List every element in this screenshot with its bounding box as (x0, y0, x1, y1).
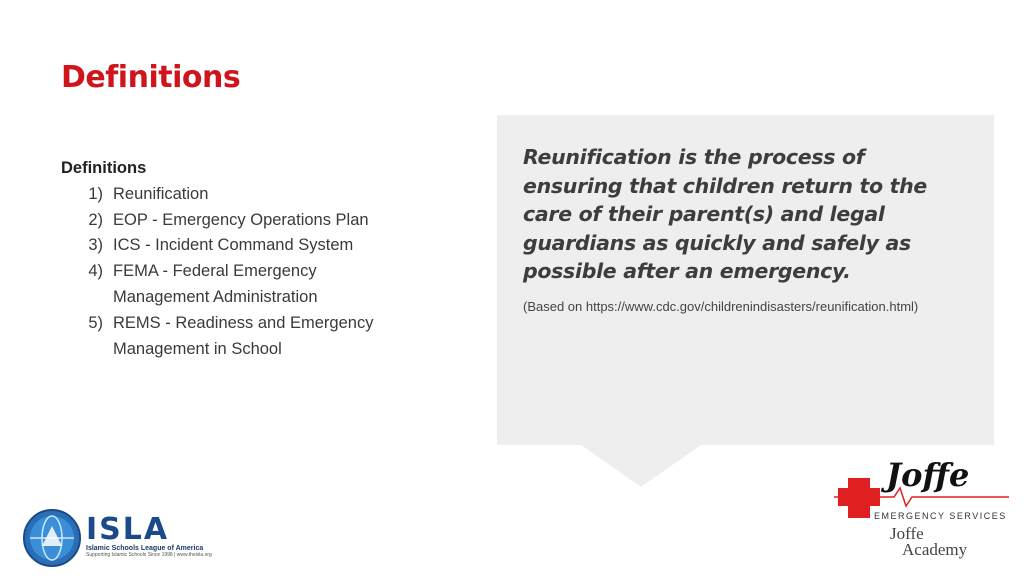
list-item (61, 233, 401, 259)
isla-subtitle-text: Islamic Schools League of America (86, 545, 204, 552)
joffe-script-name: Joffe (886, 456, 970, 494)
joffe-academy-line2: Academy (902, 540, 968, 559)
red-cross-icon (834, 448, 1009, 518)
list-item-number: 4) (88, 262, 103, 281)
list-item-text: EOP - Emergency Operations Plan (113, 210, 369, 229)
list-item-number: 1) (88, 184, 103, 203)
list-item (61, 259, 401, 311)
isla-subtitle (86, 545, 212, 558)
list-item-text: FEMA - Federal Emergency (113, 262, 317, 281)
joffe-academy-line1: Joffe (890, 524, 924, 543)
isla-wordmark: ISLA (86, 512, 170, 547)
joffe-services-label: EMERGENCY SERVICES (874, 511, 1007, 521)
isla-tagline: Supporting Islamic Schools Since 1998 | www.theisla.org (86, 552, 212, 558)
list-item-text: ICS - Incident Command System (113, 236, 354, 255)
list-item-text: Reunification (113, 184, 209, 203)
list-item-number: 5) (88, 313, 103, 332)
quote-panel (497, 115, 994, 445)
list-item-text: Management in School (113, 339, 282, 358)
definitions-list (61, 156, 401, 362)
list-item-text: Management Administration (113, 287, 318, 306)
list-item (61, 208, 401, 234)
isla-globe-icon (22, 508, 82, 568)
list-item-text: REMS - Readiness and Emergency (113, 313, 374, 332)
list-item-number: 3) (88, 236, 103, 255)
definitions-heading: Definitions (61, 159, 147, 177)
page-title: Definitions (61, 60, 241, 95)
isla-logo (22, 508, 212, 568)
joffe-logo (834, 448, 1009, 568)
quote-source: (Based on https://www.cdc.gov/childrenindisasters/reunification.html) (523, 299, 919, 314)
list-item (61, 311, 401, 363)
quote-pointer (581, 445, 701, 487)
quote-text: Reunification is the process of ensuring that children return to the care of their parent(s) and legal guardians as quickly and safely as possible after an emergency. (523, 145, 927, 283)
list-item-number: 2) (88, 210, 103, 229)
list-item (61, 182, 401, 208)
